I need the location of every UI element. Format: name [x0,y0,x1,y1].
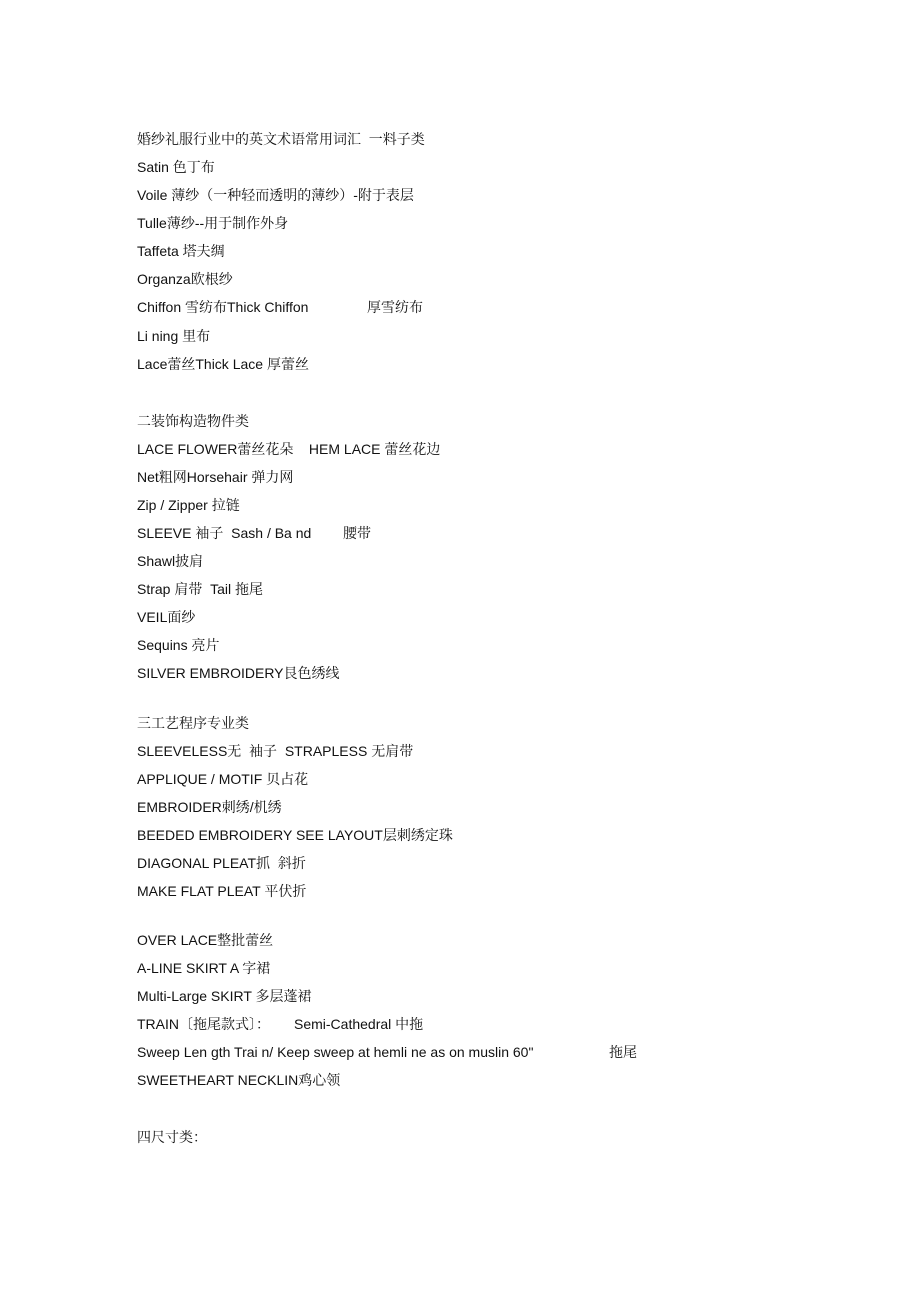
term-line-train [137,1015,837,1033]
term-line: EMBROIDER刺绣/机绣 [137,799,282,815]
term-line: BEEDED EMBROIDERY SEE LAYOUT层刺绣定珠 [137,827,453,843]
term-line: Shawl披肩 [137,553,204,569]
term-line: Voile 薄纱（一种轻而透明的薄纱）-附于表层 [137,187,414,203]
term-line: DIAGONAL PLEAT抓 斜折 [137,855,306,871]
term-line: SLEEVELESS无 袖子 STRAPLESS 无肩带 [137,743,414,759]
term-translation: 拖尾 [609,1044,637,1060]
term-line: SILVER EMBROIDERY艮色绣线 [137,665,340,681]
term-translation: Semi-Cathedral 中拖 [294,1016,424,1032]
term-text: Chiffon 雪纺布Thick Chiffon [137,299,309,315]
term-line: Tulle薄纱--用于制作外身 [137,215,289,231]
term-line: SWEETHEART NECKLIN鸡心领 [137,1072,341,1088]
term-line: Satin 色丁布 [137,159,215,175]
section-heading: 二装饰构造物件类 [137,413,249,429]
section-heading: 三工艺程序专业类 [137,715,249,731]
term-line: MAKE FLAT PLEAT 平伏折 [137,883,307,899]
section-heading: 四尺寸类： [137,1129,207,1145]
term-line: VEIL面纱 [137,609,196,625]
term-line: Zip / Zipper 拉链 [137,497,240,513]
term-line: Multi-Large SKIRT 多层蓬裙 [137,988,312,1004]
term-line: Lace蕾丝Thick Lace 厚蕾丝 [137,356,309,372]
term-line: Taffeta 塔夫绸 [137,243,225,259]
term-line: Net粗网Horsehair 弹力网 [137,469,294,485]
term-line: OVER LACE整批蕾丝 [137,932,274,948]
term-text: Sweep Len gth Trai n/ Keep sweep at hemli ne as on muslin 60" [137,1044,534,1060]
term-text: TRAIN〔拖尾款式〕： [137,1016,270,1032]
term-line: Sequins 亮片 [137,637,220,653]
term-line: Li ning 里布 [137,328,211,344]
term-translation: 厚雪纺布 [367,299,423,315]
term-line-sleeve [137,524,837,542]
term-line: A-LINE SKIRT A 字裙 [137,960,271,976]
term-line: Organza欧根纱 [137,271,233,287]
term-line: Strap 肩带 Tail 拖尾 [137,581,264,597]
term-line-sweep [137,1043,837,1061]
term-text: SLEEVE 袖子 Sash / Ba nd [137,525,312,541]
term-line-chiffon [137,298,837,316]
term-line: APPLIQUE / MOTIF 贝占花 [137,771,309,787]
term-translation: 腰带 [343,525,371,541]
document-title: 婚纱礼服行业中的英文术语常用词汇 一料子类 [137,131,425,147]
term-line: LACE FLOWER蕾丝花朵 HEM LACE 蕾丝花边 [137,441,441,457]
